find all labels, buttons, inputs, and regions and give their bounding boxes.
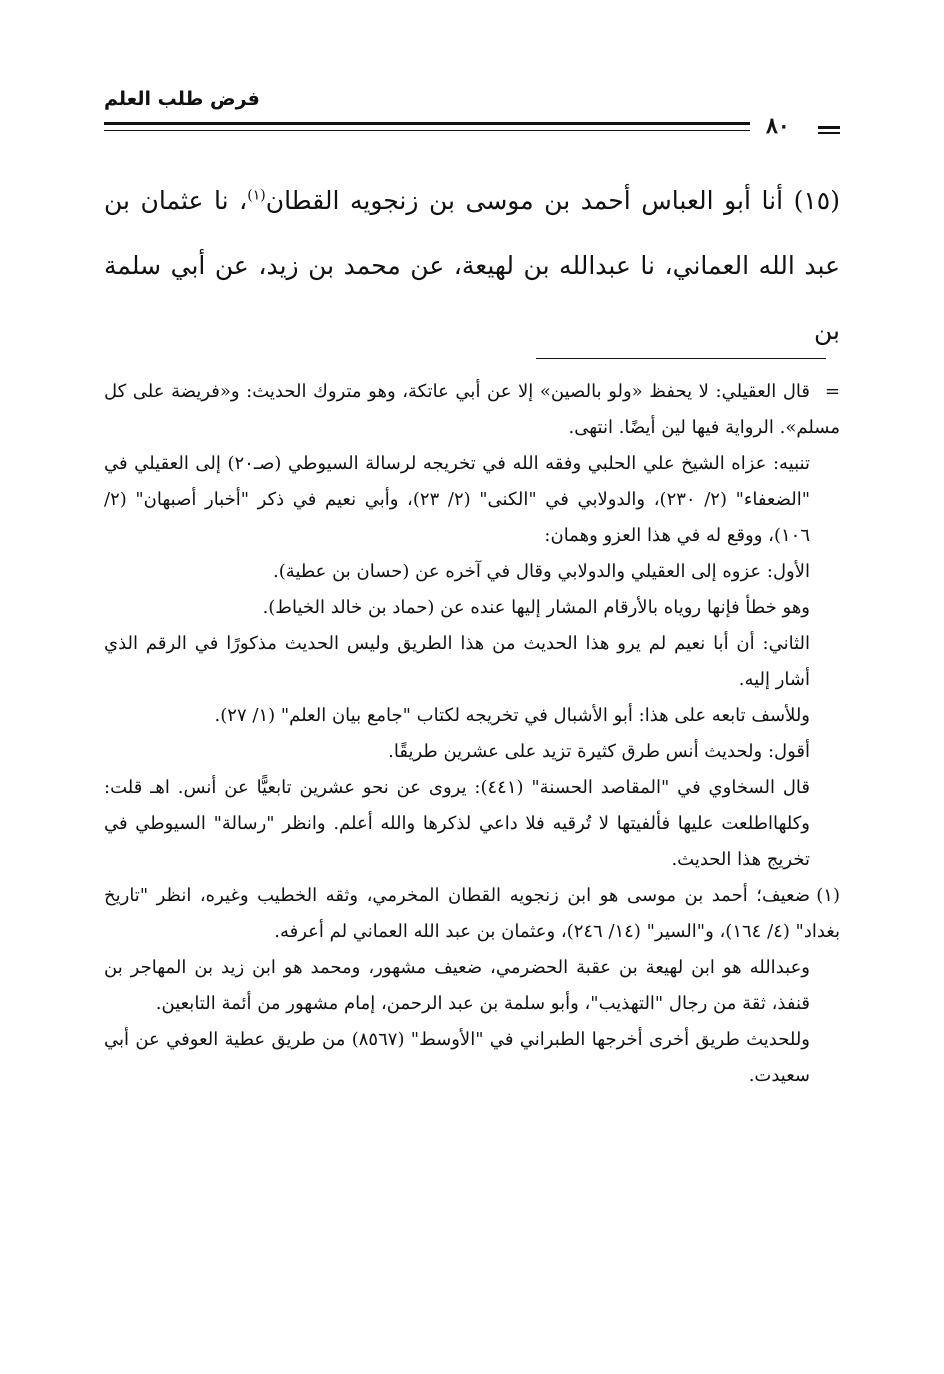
footnote-paragraph: وعبدالله هو ابن لهيعة بن عقبة الحضرمي، ضعيف مشهور، ومحمد هو ابن زيد بن المهاجر بن قنفذ، ثقة من رجال "التهذيب"، وأبو سلمة بن عبد الرحمن، إمام مشهور من أئمة التابعين. (104, 957, 810, 1014)
main-line-part: (١٥) أنا أبو العباس أحمد بن موسى بن زنجويه القطان (265, 186, 840, 215)
footnote-paragraph: وللحديث طريق أخرى أخرجها الطبراني في "الأوسط" (٨٥٦٧) من طريق عطية العوفي عن أبي سعيدت. (104, 1029, 810, 1086)
footnote-text: قال العقيلي: لا يحفظ «ولو بالصين» إلا عن أبي عاتكة، وهو متروك الحديث: و«فريضة على كل مسلم». الرواية فيها لين أيضًا. انتهى. (104, 381, 840, 438)
footnote-paragraph (104, 878, 840, 950)
footnote-paragraph: وهو خطأ فإنها روياه بالأرقام المشار إليها عنده عن (حماد بن خالد الخياط). (262, 597, 810, 618)
footnote-paragraph: الثاني: أن أبا نعيم لم يرو هذا الحديث من هذا الطريق وليس الحديث مذكورًا في الرقم الذي أشار إليه. (104, 633, 810, 690)
footnote-paragraph: الأول: عزوه إلى العقيلي والدولابي وقال في آخره عن (حسان بن عطية). (273, 561, 810, 582)
page-number: ٨٠ (766, 113, 790, 139)
main-line (104, 168, 840, 233)
footnote-reference: (١) (247, 187, 266, 204)
header-rule (104, 122, 750, 131)
page-number-dash (818, 126, 840, 134)
main-line: عبد الله العماني، نا عبدالله بن لهيعة، عن محمد بن زيد، عن أبي سلمة بن (104, 251, 840, 345)
footnotes (104, 374, 840, 1094)
footnote-paragraph: وللأسف تابعه على هذا: أبو الأشبال في تخريجه لكتاب "جامع بيان العلم" (١/ ٢٧). (214, 705, 810, 726)
footnote-separator (536, 358, 826, 359)
main-line-part: ، نا عثمان بن (104, 186, 248, 215)
running-title: فرض طلب العلم (104, 88, 260, 110)
footnote-text: ضعيف؛ أحمد بن موسى هو ابن زنجويه القطان المخرمي، وثقه الخطيب وغيره، انظر "تاريخ بغداد" (٤/ ١٦٤)، و"السير" (١٤/ ٢٤٦)، وعثمان بن عبد الله العماني لم أعرفه. (104, 885, 840, 942)
footnote-paragraph (104, 374, 840, 446)
footnote-paragraph: أقول: ولحديث أنس طرق كثيرة تزيد على عشرين طريقًا. (388, 741, 810, 762)
main-text (104, 168, 840, 363)
continuation-mark: = (824, 381, 840, 402)
footnote-paragraph: قال السخاوي في "المقاصد الحسنة" (٤٤١): يروى عن نحو عشرين تابعيًّا عن أنس. اهـ قلت: وكلهااطلعت عليها فألفيتها لا تُرقيه فلا داعي لذكرها والله أعلم. وانظر "رسالة" السيوطي في تخريج هذا الحديث. (104, 777, 810, 870)
footnote-paragraph: تنبيه: عزاه الشيخ علي الحلبي وفقه الله في تخريجه لرسالة السيوطي (صـ٢٠) إلى العقيلي في "الضعفاء" (٢/ ٢٣٠)، والدولابي في "الكنى" (٢/ ٢٣)، وأبي نعيم في ذكر "أخبار أصبهان" (٢/ ١٠٦)، ووقع له في هذا العزو وهمان: (104, 453, 811, 546)
footnote-number: (١) (816, 885, 840, 906)
